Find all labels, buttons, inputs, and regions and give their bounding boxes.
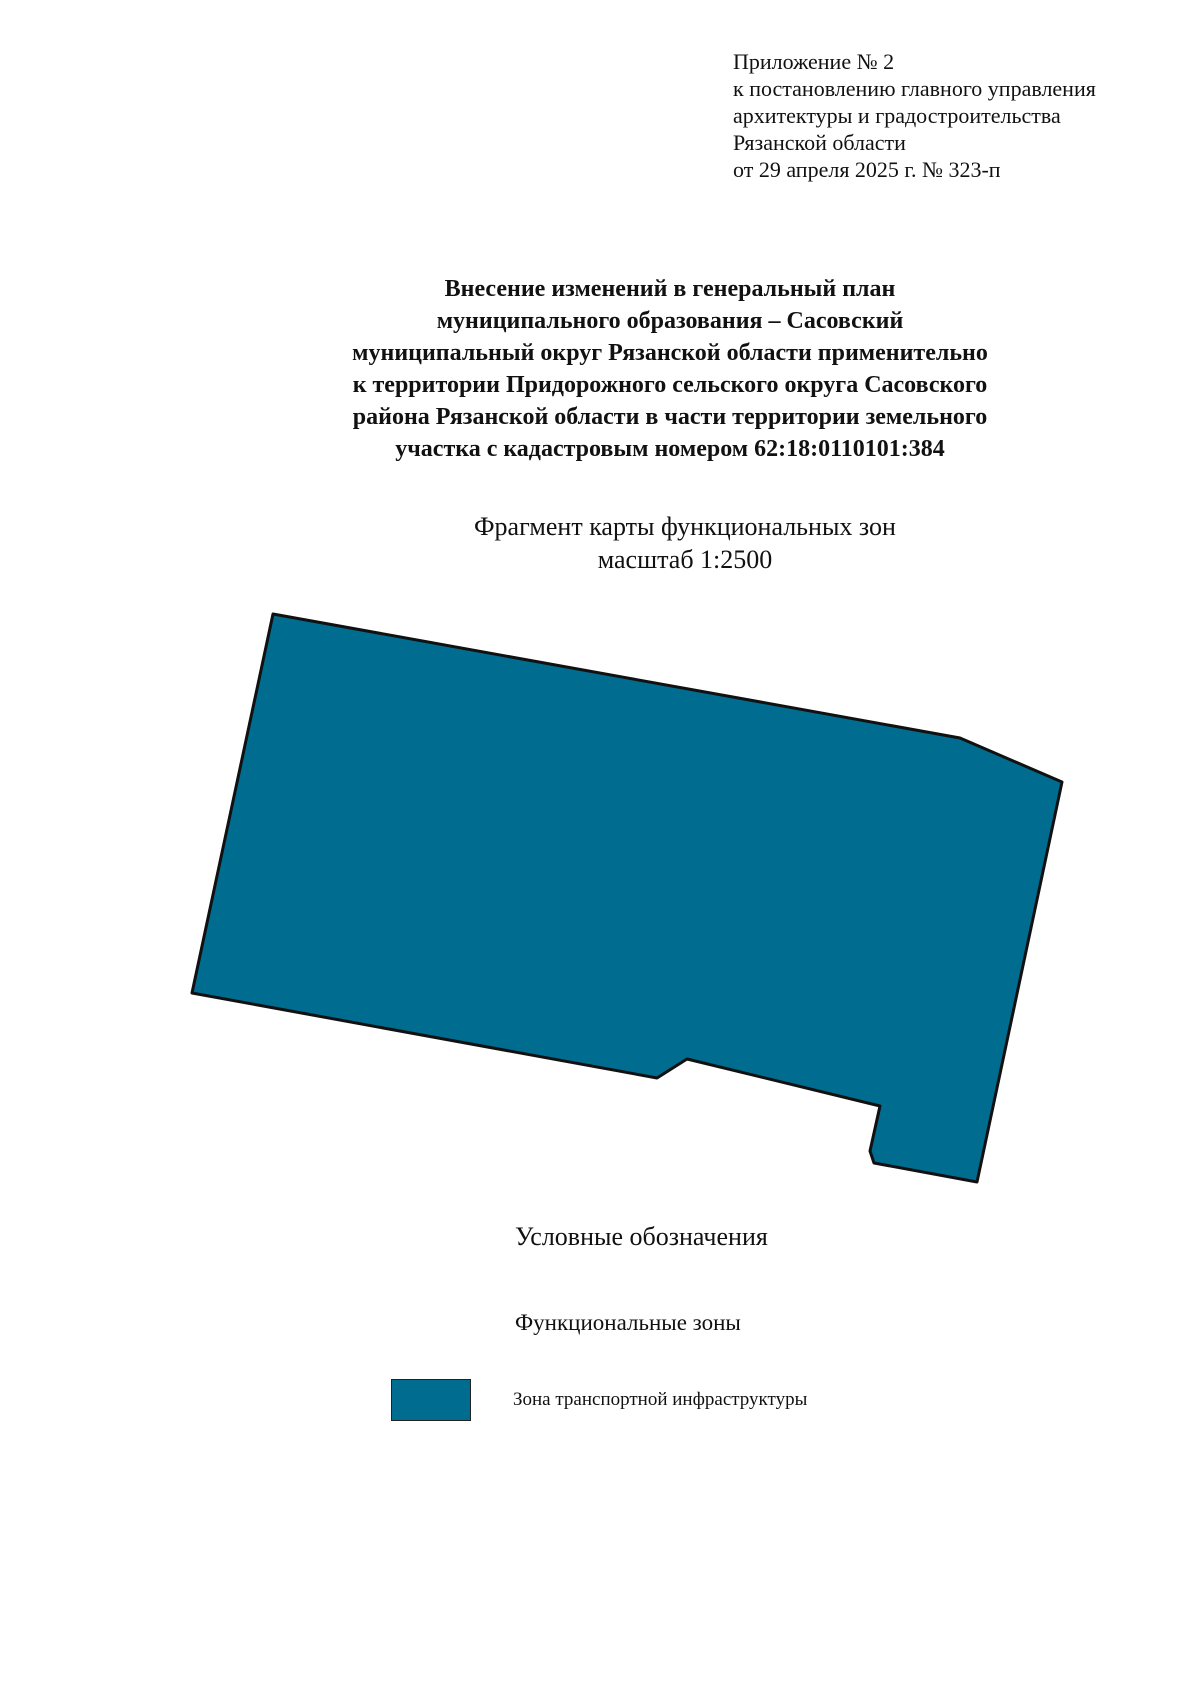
map-scale: масштаб 1:2500 [597,545,773,574]
map-caption: Фрагмент карты функциональных зон [474,512,896,541]
title-line: Внесение изменений в генеральный план [444,276,896,302]
title-line: района Рязанской области в части территории земельного [352,404,988,430]
title-line: к территории Придорожного сельского округа Сасовского [352,372,988,398]
legend-item [391,1378,807,1422]
appendix-line: архитектуры и градостроительства [733,103,1061,128]
legend-label: Зона транспортной инфраструктуры [513,1389,808,1410]
legend-title: Условные обозначения [515,1222,768,1251]
transport-zone-polygon [192,614,1062,1182]
legend-swatch [391,1379,471,1421]
title-line: муниципального образования – Сасовский [436,308,904,334]
legend-subtitle: Функциональные зоны [515,1310,741,1335]
appendix-line: от 29 апреля 2025 г. № 323-п [733,157,1001,182]
title-line: муниципальный округ Рязанской области применительно [352,340,988,366]
appendix-line: Рязанской области [733,130,906,155]
title-line: участка с кадастровым номером 62:18:0110101:384 [395,436,945,462]
appendix-line: к постановлению главного управления [733,76,1096,101]
appendix-line: Приложение № 2 [733,49,895,74]
